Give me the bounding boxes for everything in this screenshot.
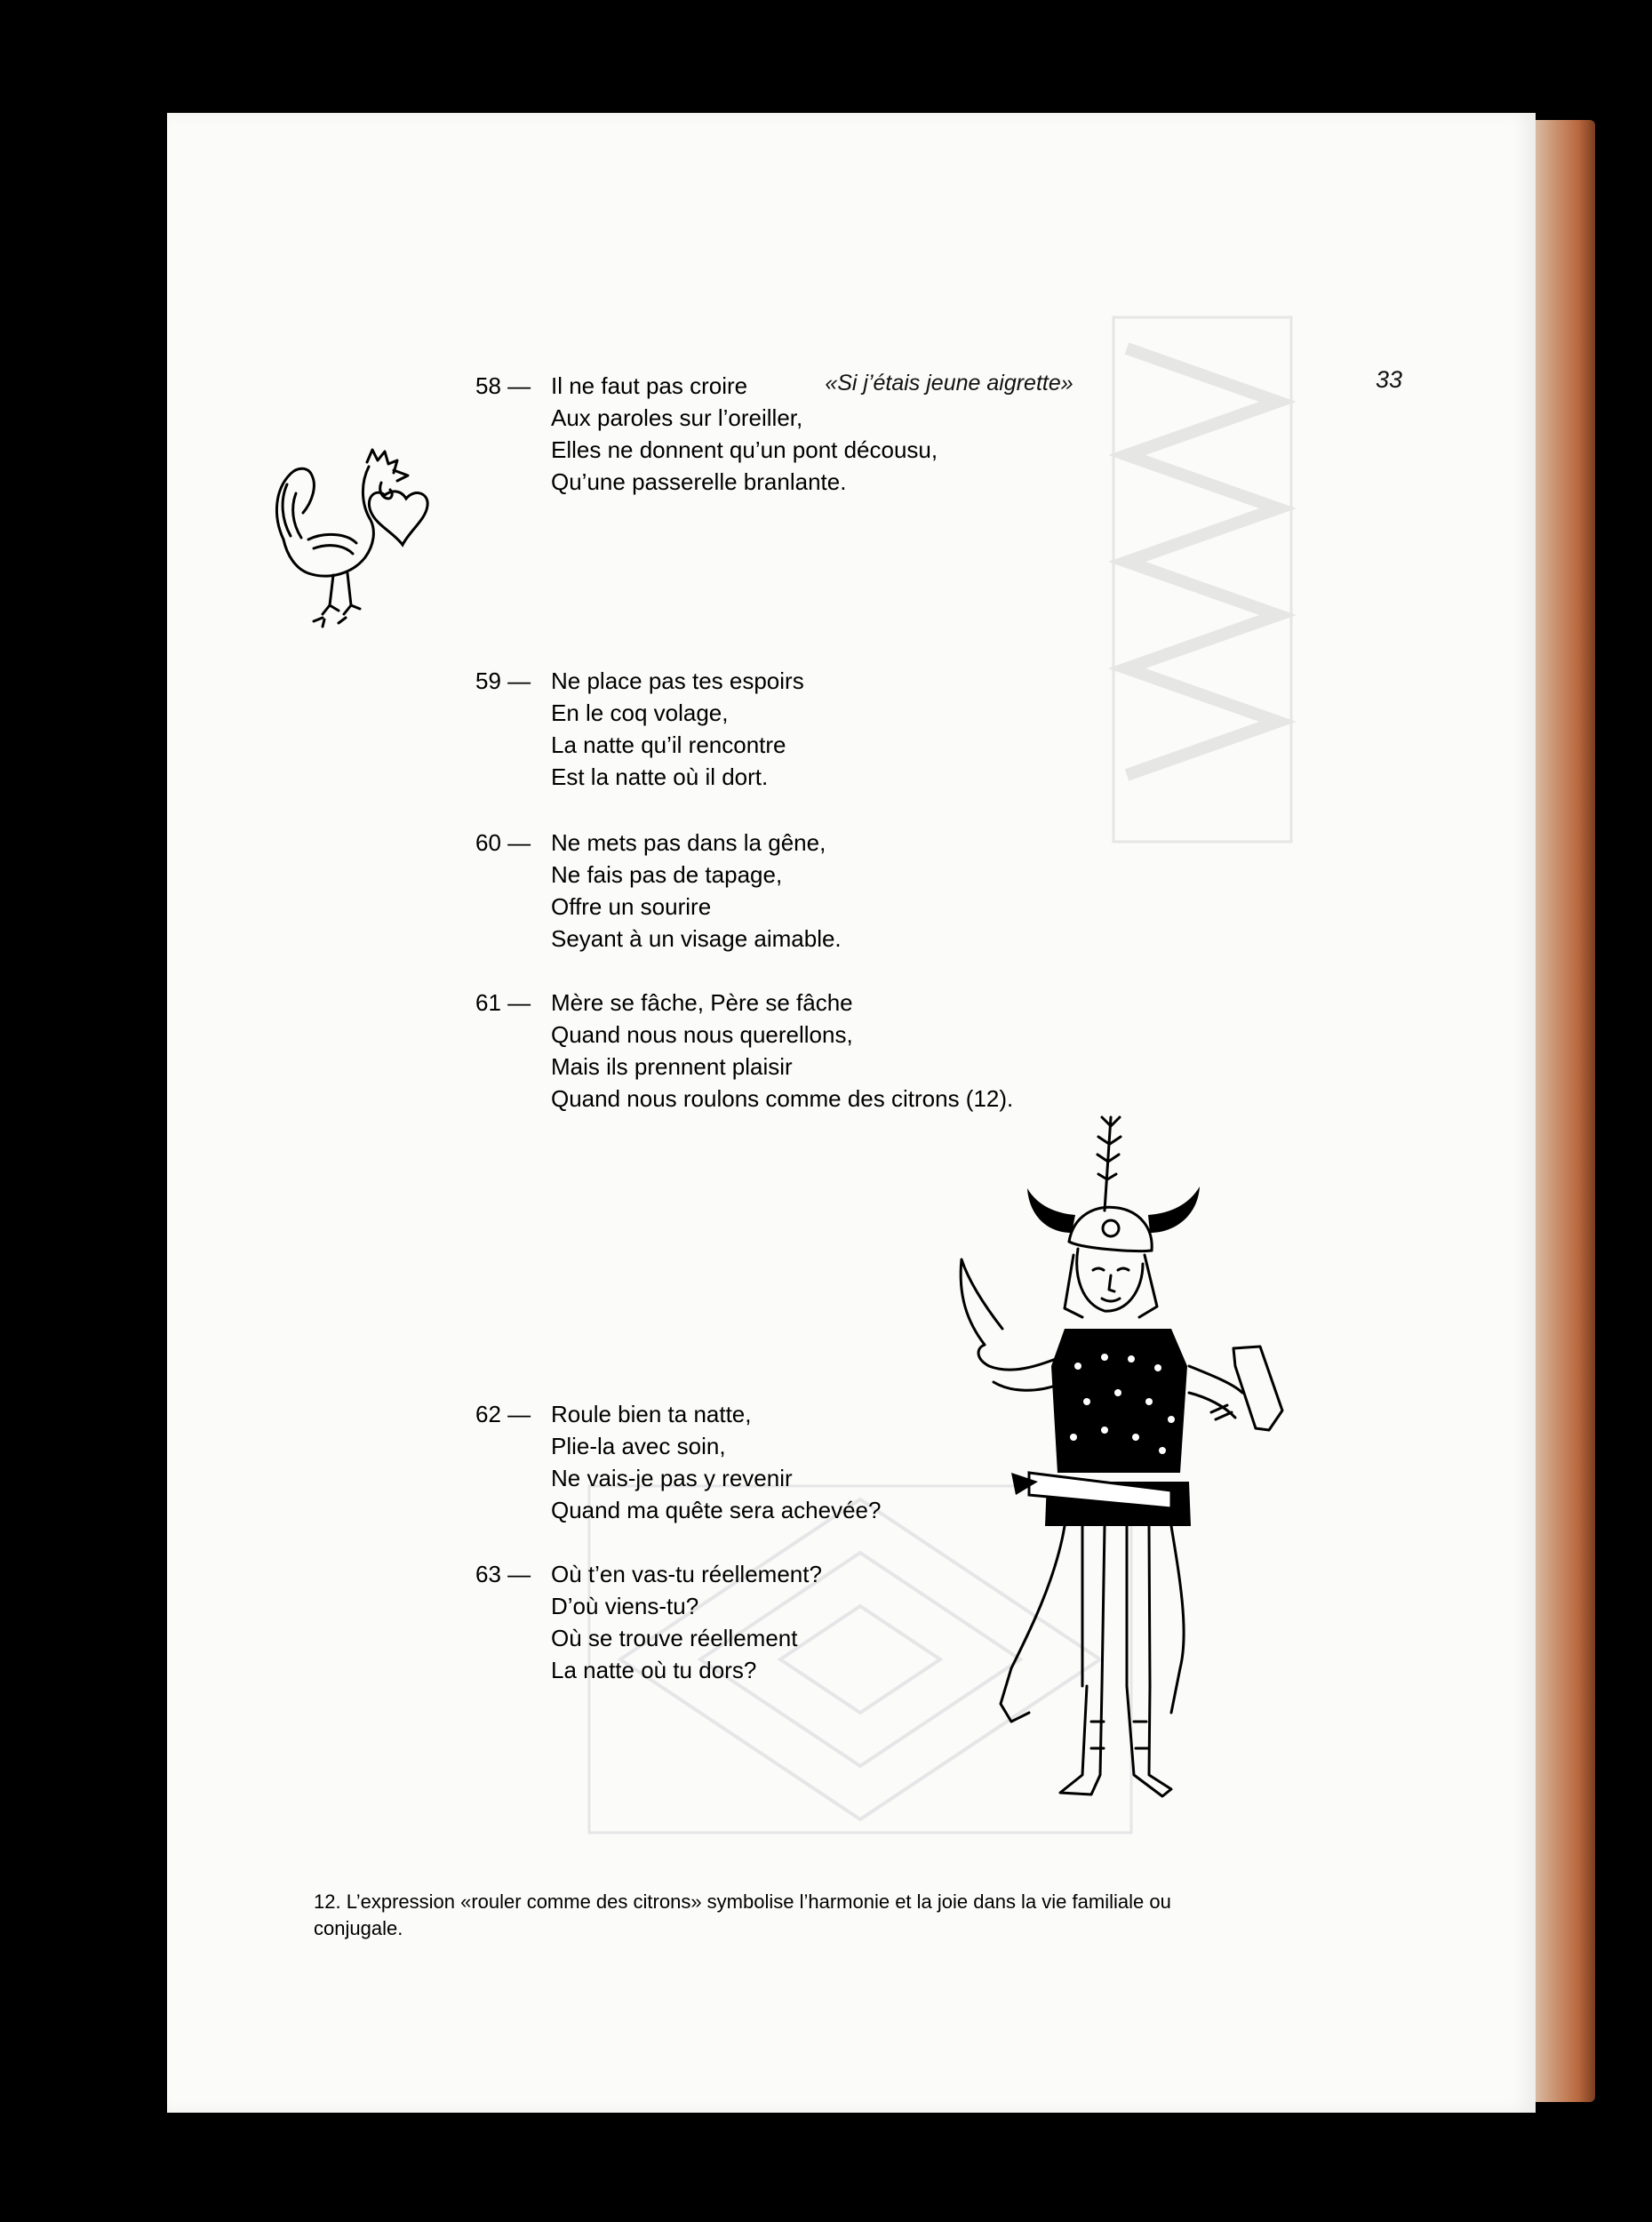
stanza-number: 59 —: [475, 667, 531, 694]
stanza-number: 61 —: [475, 989, 531, 1016]
verse-line: D’où viens-tu?: [551, 1593, 699, 1619]
verse-line: Ne fais pas de tapage,: [551, 861, 783, 888]
stanza-number: 62 —: [475, 1401, 531, 1427]
verse-line: En le coq volage,: [551, 699, 729, 726]
verse-line: Quand nous nous querellons,: [551, 1021, 853, 1048]
stanza-number: 58 —: [475, 372, 531, 399]
verse-line: Aux paroles sur l’oreiller,: [551, 404, 803, 431]
verse-line: Mais ils prennent plaisir: [551, 1053, 793, 1080]
verse-line: Ne place pas tes espoirs: [551, 667, 804, 694]
footnote-12: 12. L’expression «rouler comme des citrons» symbolise l’harmonie et la joie dans la vie familiale ou conjugale.: [314, 1890, 1171, 1939]
verse-line: La natte qu’il rencontre: [551, 731, 786, 758]
verse-line: Plie-la avec soin,: [551, 1433, 726, 1459]
verse-line: Mère se fâche, Père se fâche: [551, 989, 853, 1016]
verse-line: Où t’en vas-tu réellement?: [551, 1561, 822, 1587]
verse-line: Seyant à un visage aimable.: [551, 925, 842, 952]
verse-line: Elles ne donnent qu’un pont décousu,: [551, 436, 938, 463]
verse-line: Il ne faut pas croire: [551, 372, 748, 399]
verse-line: La natte où tu dors?: [551, 1657, 757, 1683]
verse-line: Quand ma quête sera achevée?: [551, 1497, 882, 1523]
page-number: 33: [1375, 366, 1402, 393]
verse-line: Quand nous roulons comme des citrons (12).: [551, 1085, 1014, 1112]
verse-line: Ne mets pas dans la gêne,: [551, 829, 826, 856]
verse-line: Qu’une passerelle branlante.: [551, 468, 847, 495]
rooster-with-heart-icon: [260, 431, 438, 644]
verse-line: Où se trouve réellement: [551, 1625, 798, 1651]
running-header-title: «Si j’étais jeune aigrette»: [825, 371, 1073, 396]
verse-line: Roule bien ta natte,: [551, 1401, 752, 1427]
stanza-number: 63 —: [475, 1561, 531, 1587]
verse-line: Ne vais-je pas y revenir: [551, 1465, 793, 1491]
stanza-number: 60 —: [475, 829, 531, 856]
verse-line: Offre un sourire: [551, 893, 712, 920]
verse-line: Est la natte où il dort.: [551, 763, 769, 790]
